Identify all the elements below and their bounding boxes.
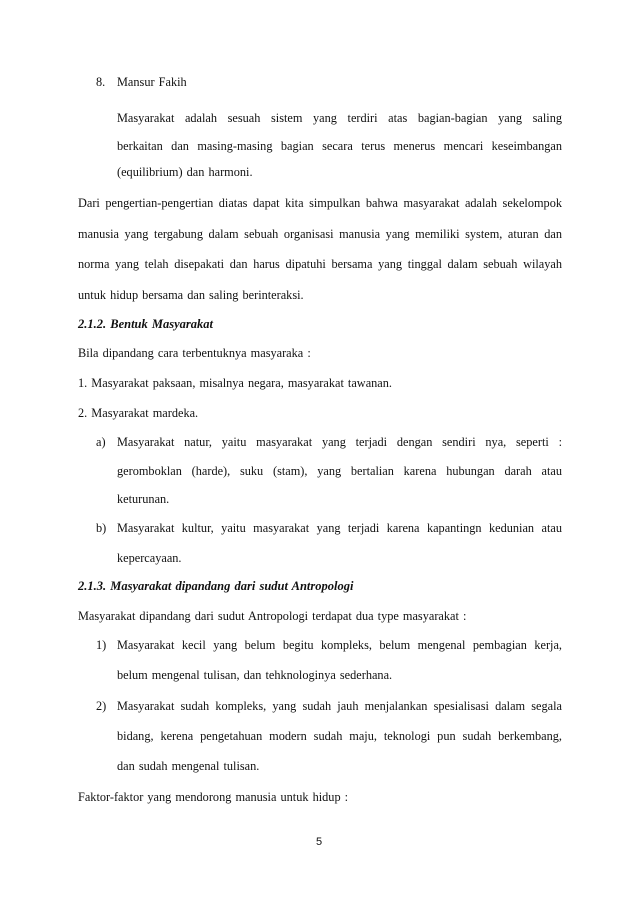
list-marker-1: 1) — [96, 638, 107, 652]
item-8-name: Mansur Fakih — [117, 75, 187, 89]
section-212-heading: 2.1.2. Bentuk Masyarakat — [78, 317, 214, 331]
sub-b-line-1: Masyarakat kultur, yaitu masyarakat yang terjadi karena kapantingn kedunian atau — [117, 521, 562, 535]
sub-a-line-3: keturunan. — [117, 492, 170, 506]
item-2-line-2: bidang, kerena pengetahuan modern sudah maju, teknologi pun sudah berkembang, — [117, 729, 562, 743]
conclusion-line-1: Dari pengertian-pengertian diatas dapat kita simpulkan bahwa masyarakat adalah sekelompok — [78, 196, 562, 210]
item-2-line-3: dan sudah mengenal tulisan. — [117, 759, 260, 773]
item-1-line-2: belum mengenal tulisan, dan tehknologinya sederhana. — [117, 668, 393, 682]
item-8-line-2: berkaitan dan masing-masing bagian secara terus menerus mencari keseimbangan — [117, 139, 562, 153]
section-213-intro: Masyarakat dipandang dari sudut Antropologi terdapat dua type masyarakat : — [78, 609, 467, 623]
item-8-line-3: (equilibrium) dan harmoni. — [117, 165, 253, 179]
section-212-intro: Bila dipandang cara terbentuknya masyaraka : — [78, 346, 311, 360]
page-number: 5 — [315, 836, 323, 848]
conclusion-line-2: manusia yang tergabung dalam sebuah organisasi manusia yang memiliki system, aturan dan — [78, 227, 562, 241]
sub-a-line-1: Masyarakat natur, yaitu masyarakat yang terjadi dengan sendiri nya, seperti : — [117, 435, 562, 449]
section-213-heading: 2.1.3. Masyarakat dipandang dari sudut Antropologi — [78, 579, 354, 593]
section-212-item-1: 1. Masyarakat paksaan, misalnya negara, masyarakat tawanan. — [78, 376, 392, 390]
list-marker-2: 2) — [96, 699, 107, 713]
sub-a-line-2: geromboklan (harde), suku (stam), yang bertalian karena hubungan darah atau — [117, 464, 562, 478]
section-212-item-2: 2. Masyarakat mardeka. — [78, 406, 199, 420]
conclusion-line-4: untuk hidup bersama dan saling berinteraksi. — [78, 288, 304, 302]
item-8-line-1: Masyarakat adalah sesuah sistem yang terdiri atas bagian-bagian yang saling — [117, 111, 562, 125]
list-marker-b: b) — [96, 521, 107, 535]
list-marker-8: 8. — [96, 75, 106, 89]
item-2-line-1: Masyarakat sudah kompleks, yang sudah jauh menjalankan spesialisasi dalam segala — [117, 699, 562, 713]
item-1-line-1: Masyarakat kecil yang belum begitu kompleks, belum mengenal pembagian kerja, — [117, 638, 562, 652]
section-213-closing: Faktor-faktor yang mendorong manusia untuk hidup : — [78, 790, 349, 804]
sub-b-line-2: kepercayaan. — [117, 551, 182, 565]
list-marker-a: a) — [96, 435, 106, 449]
conclusion-line-3: norma yang telah disepakati dan harus dipatuhi bersama yang tinggal dalam sebuah wilayah — [78, 257, 562, 271]
